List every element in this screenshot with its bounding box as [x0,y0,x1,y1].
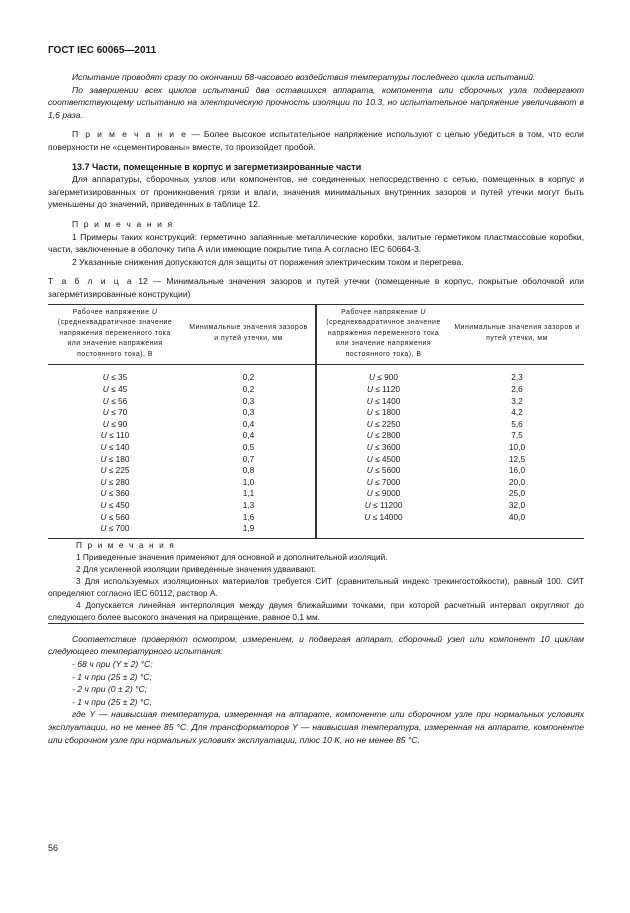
clearance-cell: 1,6 [242,511,255,522]
voltage-cell: U ≤ 2800 [366,430,401,441]
clearance-cell: 32,0 [508,500,526,510]
clearance-cell: 12,5 [508,453,526,464]
table-notes-label: П р и м е ч а н и я [76,539,176,550]
voltage-cell: U ≤ 1400 [366,395,401,406]
table-caption-text: 12 — Минимальные значения зазоров и путей утечки (помещенные в корпус, покрытые оболочкой или загерметизированные конструкции) [48,276,584,299]
header-clearance-right: Минимальные значения зазоров и путей утечки, мм [450,304,584,365]
clearance-cell: 3,2 [511,395,523,406]
voltage-cell: U ≤ 360 [100,488,130,499]
voltage-cell: U ≤ 1120 [366,384,400,395]
clearance-cell: 40,0 [508,511,526,522]
voltage-cell: U ≤ 4500 [366,453,401,464]
clearance-cell: 0,4 [242,418,255,429]
header-voltage-right: Рабочее напряжение U (среднеквадратичное значение напряжения переменного тока или значение напряжения постоянного тока), В [316,304,450,365]
clearance-cell: 2,3 [511,372,523,383]
left-value-column [182,365,316,538]
table-note-3: 3 Для используемых изоляционных материалов требуется СИТ (сравнительный индекс трекингостойкости), равный 100. СИТ определяют согласно IEC 60112, раствор А. [48,575,584,598]
conformity-section [48,633,584,746]
voltage-cell: U ≤ 225 [100,465,130,476]
section-note-2: 2 Указанные снижения допускаются для защиты от поражения электрическим током и перегрева. [72,256,464,267]
intro-note [48,128,584,153]
document-page [48,44,584,746]
clearance-cell: 0,5 [242,442,255,453]
clearance-cell: 1,0 [242,476,255,487]
section-body: Для аппаратуры, сборочных узлов или компонентов, не соединенных непосредственно с сетью, помещенных в корпус и загерметизированных от проникновения грязи и влаги, значения минимальных внутренних зазоров и путей утечки могут быть уменьшены до значений, приведенных в таблице 12. [48,174,584,210]
table-caption-label: Т а б л и ц а [48,276,134,287]
clearance-cell: 16,0 [508,465,526,476]
intro-paragraph-2: По завершении всех циклов испытаний два оставшихся аппарата, компонента или сборочных узла подвергают соответствующему испытанию на электрическую прочность изоляции по 10.3, но испытательное напряжение увеличивают в 1,6 раза. [48,84,584,120]
voltage-cell: U ≤ 45 [102,384,128,395]
header-voltage-left: Рабочее напряжение U (среднеквадратичное значение напряжения переменного тока или значение напряжения постоянного тока), В [48,304,182,365]
right-voltage-column [316,365,450,538]
intro-note-text: — Более высокое испытательное напряжение используют с целью убедиться в том, что если поверхности не «сцементированы» вместе, то произойдет пробой. [48,129,584,152]
conformity-where: где Y — наивысшая температура, измеренная на аппарате, компоненте или сборочном узле при нормальных условиях эксплуатации, но не менее 85 °C. Для трансформаторов Y — наивысшая температура, измеренная на аппарате, компоненте или сборочном узле при нормальных условиях эксплуатации, плюс 10 K, но не менее 85 °C. [48,709,584,745]
clearance-cell: 20,0 [508,476,526,487]
left-voltage-column [48,365,182,538]
section-heading: 13.7 Части, помещенные в корпус и загерметизированные части [72,161,362,172]
voltage-cell: U ≤ 5600 [366,465,401,476]
clearance-cell: 5,6 [511,418,523,429]
clearance-cell: 7,5 [511,430,523,441]
clearance-cell: 25,0 [508,488,526,499]
voltage-cell: U ≤ 11200 [364,500,403,510]
table-note-1: 1 Приведенные значения применяют для основной и дополнительной изоляций. [76,551,388,562]
clearance-cell: 0,3 [242,395,255,406]
document-header: ГОСТ IEC 60065—2011 [48,45,157,56]
voltage-cell: U ≤ 180 [100,453,130,464]
voltage-cell: U ≤ 56 [102,395,128,406]
conformity-item: - 1 ч при (25 ± 2) °C, [72,696,152,707]
voltage-cell: U ≤ 110 [100,430,130,441]
clearance-cell: 0,7 [242,453,255,464]
voltage-cell: U ≤ 1800 [366,407,401,418]
voltage-cell: U ≤ 90 [102,418,128,429]
clearance-cell: 0,2 [242,372,255,383]
conformity-item: - 1 ч при (25 ± 2) °C; [72,671,152,682]
header-clearance-left: Минимальные значения зазоров и путей утечки, мм [182,304,316,365]
voltage-cell: U ≤ 7000 [366,476,401,487]
table-notes [48,538,584,623]
right-value-column [450,365,584,538]
clearance-cell: 0,3 [242,407,255,418]
voltage-cell: U ≤ 560 [100,511,130,522]
table-note-2: 2 Для усиленной изоляции приведенные значения удваивают. [76,563,316,574]
table-caption [48,275,584,300]
table-note-4: 4 Допускается линейная интерполяция между двумя ближайшими точками, при которой расчетный интервал округляют до следующего более высокого значения на приращение, равное 0,1 мм. [48,599,584,622]
clearance-cell: 1,1 [242,488,255,499]
clearance-cell: 1,9 [242,523,255,534]
voltage-cell: U ≤ 700 [100,523,130,534]
clearance-cell: 0,2 [242,384,255,395]
intro-paragraph-1: Испытание проводят сразу по окончании 68-часового воздействия температуры последнего цикла испытаний. [72,72,536,82]
voltage-cell: U ≤ 35 [102,372,128,383]
voltage-cell: U ≤ 2250 [366,418,401,429]
voltage-cell: U ≤ 900 [368,372,398,383]
conformity-item: - 68 ч при (Y ± 2) °C; [72,658,153,669]
clearance-table [48,304,584,624]
voltage-cell: U ≤ 9000 [366,488,401,499]
clearance-cell: 4,2 [511,407,523,418]
page-number: 56 [48,843,59,853]
clearance-cell: 2,6 [511,384,523,395]
section-note-1: 1 Примеры таких конструкций: герметично запаянные металлические коробки, залитые герметиком пластмассовые коробки, части, заключенные в оболочку типа А или имеющие покрытие типа А согласно IEC 60664-3. [48,231,584,255]
clearance-cell: 1,3 [242,500,255,510]
conformity-text: Соответствие проверяют осмотром, измерением, и подвергая аппарат, сборочный узел или компонент 10 циклам следующего температурного испытания: [48,633,584,657]
conformity-item: - 2 ч при (0 ± 2) °C; [72,684,148,695]
voltage-cell: U ≤ 14000 [364,511,403,522]
voltage-cell: U ≤ 3600 [366,442,401,453]
section-notes-label: П р и м е ч а н и я [72,218,174,229]
voltage-cell: U ≤ 450 [100,500,130,510]
clearance-cell: 0,8 [242,465,255,476]
voltage-cell: U ≤ 70 [102,407,128,418]
voltage-cell: U ≤ 280 [100,476,130,487]
clearance-cell: 0,4 [242,430,255,441]
intro-note-label: П р и м е ч а н и е [72,129,188,140]
clearance-cell: 10,0 [508,442,526,453]
voltage-cell: U ≤ 140 [100,442,130,453]
